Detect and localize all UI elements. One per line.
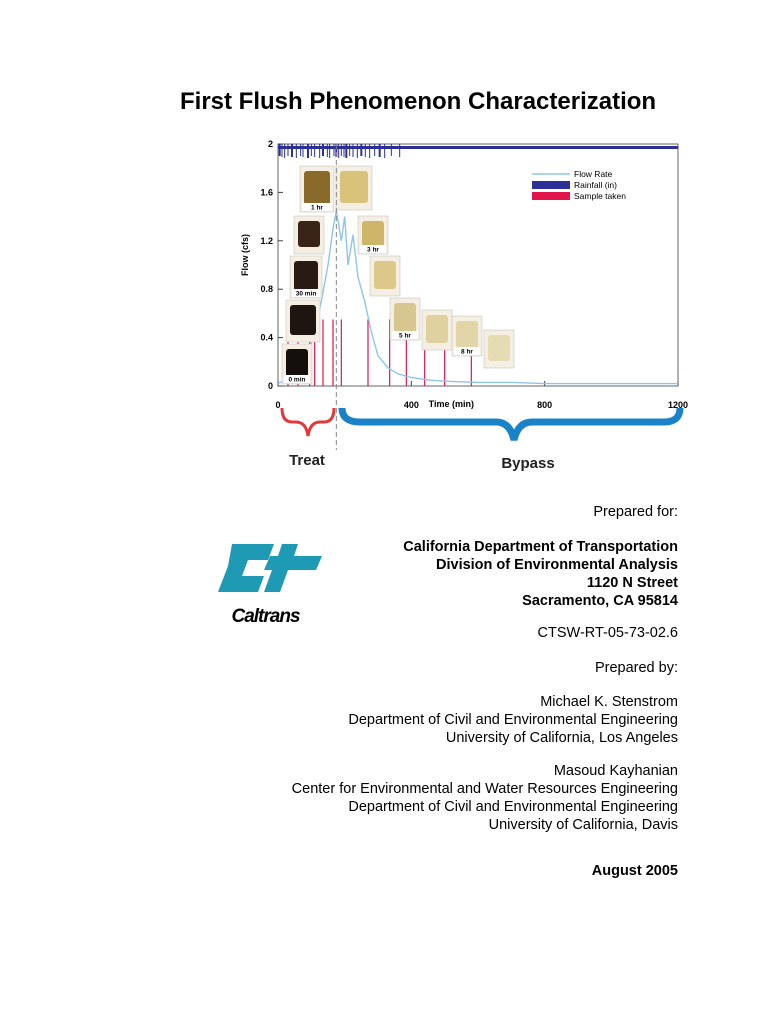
photo-label: 0 min <box>288 376 306 384</box>
client-address <box>403 538 678 610</box>
bypass-brace <box>342 408 680 440</box>
sample-jar-icon <box>298 221 320 247</box>
report-number-text: CTSW-RT-05-73-02.6 <box>537 625 678 641</box>
caltrans-logo <box>218 540 324 630</box>
author-name: Masoud Kayhanian <box>553 763 678 779</box>
prepared-for-label <box>593 503 678 521</box>
y-tick-label: 1.2 <box>260 235 273 246</box>
legend-rainfall-label: Rainfall (in) <box>574 180 617 190</box>
bypass-label: Bypass <box>501 455 555 472</box>
author-university: University of California, Los Angeles <box>445 730 678 746</box>
y-tick-label: 0 <box>267 381 273 391</box>
sample-jar-icon <box>488 335 510 361</box>
prepared-by-label <box>595 659 678 677</box>
author-stenstrom <box>348 693 678 747</box>
author-university: University of California, Davis <box>488 817 678 833</box>
report-title: First Flush Phenomenon Characterization <box>180 88 657 115</box>
y-tick-label: 2 <box>267 139 273 149</box>
sample-jar-icon <box>286 349 308 377</box>
x-tick-label: 1200 <box>667 400 689 410</box>
client-org-line: California Department of Transportation <box>403 539 678 555</box>
y-tick-label: 0.4 <box>260 332 273 343</box>
author-department: Department of Civil and Environmental Engineering <box>348 799 678 815</box>
x-tick-label: 400 <box>403 400 419 410</box>
sample-jar-icon <box>374 261 396 289</box>
client-city-line: Sacramento, CA 95814 <box>522 593 678 609</box>
y-tick-label: 1.6 <box>260 187 273 198</box>
sample-jar-icon <box>304 171 330 205</box>
author-kayhanian <box>292 762 678 834</box>
caltrans-wordmark: Caltrans <box>231 606 300 627</box>
author-department: Department of Civil and Environmental Engineering <box>348 712 678 728</box>
client-street-line: 1120 N Street <box>586 575 678 591</box>
prepared-by-text: Prepared by: <box>594 660 678 676</box>
author-name: Michael K. Stenstrom <box>540 694 678 710</box>
photo-label: 3 hr <box>367 246 379 254</box>
photo-label: 5 hr <box>399 332 411 340</box>
flow-chart <box>0 130 768 475</box>
legend-sample-swatch <box>532 192 570 200</box>
y-axis-label: Flow (cfs) <box>240 234 250 276</box>
client-division-line: Division of Environmental Analysis <box>436 557 678 573</box>
photo-label: 1 hr <box>311 204 323 212</box>
sample-jar-icon <box>294 261 318 291</box>
y-tick-label: 0.8 <box>260 284 273 295</box>
flow-rate-line <box>278 211 678 384</box>
legend-rainfall-swatch <box>532 181 570 189</box>
sample-jar-icon <box>426 315 448 343</box>
sample-jar-icon <box>394 303 416 333</box>
caltrans-emblem-icon <box>218 540 324 606</box>
treat-brace <box>282 408 334 436</box>
photo-label: 30 min <box>295 290 317 298</box>
report-date-text: August 2005 <box>591 863 678 879</box>
rainfall-baseline <box>278 146 678 149</box>
sample-jar-icon <box>340 171 368 203</box>
sample-jar-icon <box>456 321 478 349</box>
sample-jar-icon <box>290 305 316 335</box>
x-axis-label: Time (min) <box>428 399 475 409</box>
author-center: Center for Environmental and Water Resources Engineering <box>291 781 678 797</box>
legend-flow-label: Flow Rate <box>574 169 613 179</box>
report-number <box>538 624 678 642</box>
treat-label: Treat <box>289 452 325 469</box>
report-date <box>592 862 678 880</box>
x-tick-label: 0 <box>275 400 281 410</box>
legend-sample-label: Sample taken <box>574 191 626 201</box>
x-tick-label: 800 <box>537 400 553 410</box>
sample-jar-icon <box>362 221 384 247</box>
prepared-for-text: Prepared for: <box>593 504 678 520</box>
photo-label: 8 hr <box>461 348 473 356</box>
